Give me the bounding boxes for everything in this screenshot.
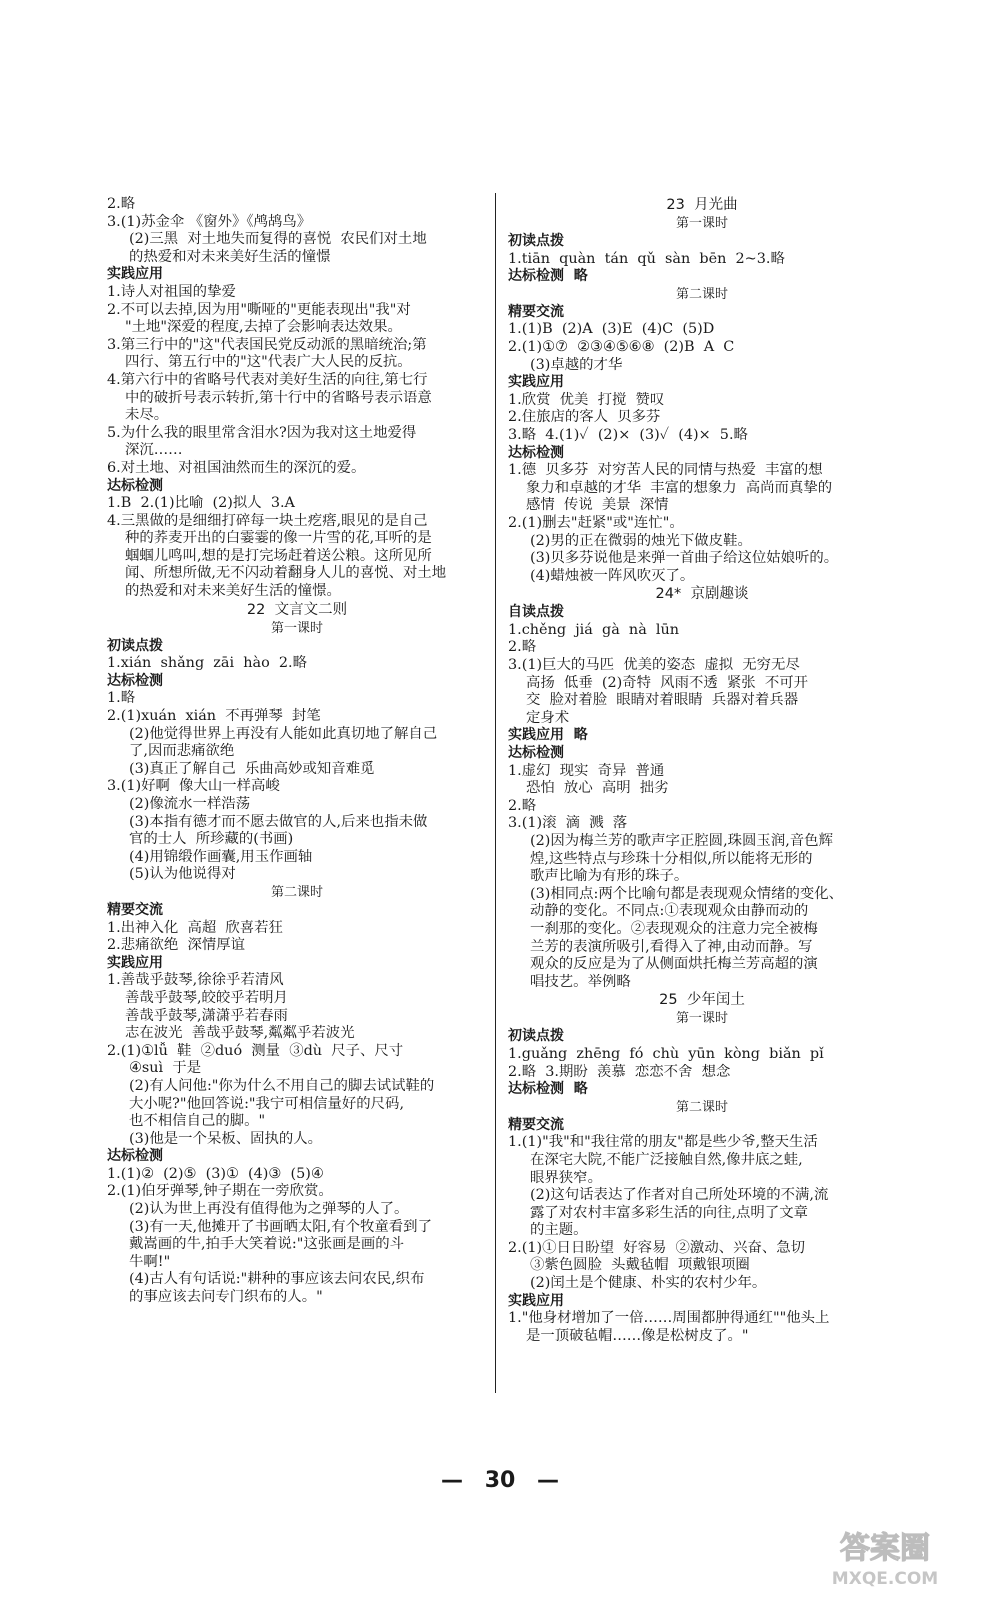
- watermark-top-text: 答案圈: [840, 1531, 930, 1566]
- text-line: 兰芳的表演所吸引,看得入了神,由动而静。写: [530, 938, 813, 955]
- watermark-logo: [800, 1524, 970, 1590]
- text-line: 戴嵩画的牛,拍手大笑着说:"这张画是画的斗: [129, 1236, 405, 1253]
- text-line: 2.(1)伯牙弹琴,钟子期在一旁欣赏。: [107, 1183, 333, 1200]
- section-heading: 实践应用: [107, 954, 163, 971]
- section-heading: 精要交流: [508, 303, 564, 320]
- text-line: 大小呢?"他回答说:"我宁可相信量好的尺码,: [129, 1095, 405, 1112]
- text-line: 1.tiān quàn tán qǔ sàn bēn 2~3.略: [508, 250, 785, 267]
- section-heading: 达标检测: [107, 477, 163, 494]
- text-line: 观众的反应是为了从侧面烘托梅兰芳高超的演: [530, 956, 818, 973]
- section-heading: 初读点拨: [508, 1028, 564, 1045]
- text-line: (2)因为梅兰芳的歌声字正腔圆,珠圆玉润,音色辉: [530, 833, 833, 849]
- text-line: 象力和卓越的才华 丰富的想象力 高尚而真挚的: [526, 479, 833, 496]
- section-heading: 达标检测 略: [508, 1081, 588, 1098]
- text-line: 5.为什么我的眼里常含泪水?因为我对这土地爱得: [107, 424, 417, 441]
- text-line: 交 脸对着脸 眼睛对着眼睛 兵器对着兵器: [526, 692, 799, 709]
- lesson-title: 23 月光曲: [666, 197, 738, 213]
- text-line: 未尽。: [125, 407, 169, 424]
- text-line: 1.guǎng zhēng fó chù yūn kòng biǎn pǐ: [508, 1045, 824, 1062]
- text-line: 3.(1)好啊 像大山一样高峻: [107, 778, 280, 795]
- text-line: 2.略: [107, 196, 136, 212]
- lesson-subtitle: 第二课时: [675, 286, 728, 302]
- text-line: 2.略: [508, 639, 537, 656]
- lesson-title: 24* 京剧趣谈: [655, 586, 749, 603]
- text-line: (4)用锦缎作画囊,用玉作画轴: [129, 848, 313, 865]
- text-line: 3.(1)巨大的马匹 优美的姿态 虚拟 无穷无尽: [508, 657, 800, 674]
- text-line: 1.xián shǎng zāi hào 2.略: [107, 655, 308, 672]
- lesson-title: 22 文言文二则: [246, 601, 348, 618]
- text-line: 在深宅大院,不能广泛接触自然,像井底之蛙,: [530, 1151, 803, 1168]
- text-line: (2)像流水一样浩荡: [129, 796, 251, 812]
- text-line: 官的士人 所珍藏的(书画): [129, 831, 294, 848]
- text-line: 1.善哉乎鼓琴,徐徐乎若清风: [107, 972, 284, 989]
- text-line: 3.(1)苏金伞 《窗外》《鸬鸪鸟》: [107, 213, 312, 230]
- text-line: 深沉……: [125, 442, 183, 459]
- text-line: 感情 传说 美景 深情: [526, 497, 669, 514]
- text-line: ③紫色圆脸 头戴毡帽 项戴银项圈: [530, 1257, 750, 1274]
- text-line: 1.略: [107, 690, 136, 707]
- text-line: (2)这句话表达了作者对自己所处环境的不满,流: [530, 1187, 829, 1204]
- watermark-bottom-text: MXQE.COM: [831, 1569, 939, 1589]
- text-line: 唱技艺。举例略: [530, 973, 631, 990]
- text-line: 1.B 2.(1)比喻 (2)拟人 3.A: [107, 495, 295, 512]
- text-line: (3)真正了解自己 乐曲高妙或知音难觅: [129, 760, 375, 777]
- lesson-subtitle: 第一课时: [270, 620, 323, 636]
- text-line: 2.略 3.期盼 羡慕 恋恋不舍 想念: [508, 1063, 731, 1080]
- text-line: 善哉乎鼓琴,皎皎乎若明月: [125, 989, 288, 1006]
- text-line: "土地"深爱的程度,去掉了会影响表达效果。: [125, 319, 402, 336]
- text-line: 2.住旅店的客人 贝多芬: [508, 409, 661, 426]
- text-line: 2.(1)①lǚ 鞋 ②duó 测量 ③dù 尺子、尺寸: [107, 1042, 404, 1059]
- text-line: (2)有人问他:"你为什么不用自己的脚去试试鞋的: [129, 1077, 435, 1094]
- text-line: 定身术: [526, 709, 570, 726]
- section-heading: 实践应用: [508, 1292, 564, 1309]
- text-line: 2.悲痛欲绝 深情厚谊: [107, 937, 246, 954]
- text-line: 露了对农村丰富多彩生活的向往,点明了文章: [530, 1204, 808, 1221]
- text-line: 了,因而悲痛欲绝: [129, 743, 235, 760]
- text-line: 1.欣赏 优美 打搅 赞叹: [508, 391, 665, 408]
- section-heading: 达标检测: [107, 1148, 163, 1165]
- section-heading: 实践应用 略: [508, 727, 588, 744]
- text-line: 志在波光 善哉乎鼓琴,粼粼乎若波光: [125, 1025, 355, 1042]
- text-line: 种的荞麦开出的白霎霎的像一片雪的花,耳听的是: [125, 530, 432, 547]
- text-line: 2.(1)删去"赶紧"或"连忙"。: [508, 514, 684, 531]
- text-line: 一刹那的变化。②表现观众的注意力完全被梅: [530, 920, 818, 937]
- text-line: 2.不可以去掉,因为用"嘶哑的"更能表现出"我"对: [107, 301, 411, 318]
- text-line: (2)三黑 对土地失而复得的喜悦 农民们对土地: [129, 231, 427, 248]
- text-line: 也不相信自己的脚。": [129, 1113, 266, 1130]
- text-line: (3)贝多芬说他是来弹一首曲子给这位姑娘听的。: [530, 550, 839, 567]
- left-column: [107, 196, 487, 1307]
- text-line: (2)认为世上再没有值得他为之弹琴的人了。: [129, 1201, 409, 1218]
- page-number: 30: [484, 1468, 516, 1493]
- lesson-subtitle: 第一课时: [675, 1011, 728, 1027]
- text-line: 1.诗人对祖国的挚爱: [107, 283, 236, 300]
- lesson-subtitle: 第一课时: [675, 216, 728, 231]
- text-line: 高扬 低垂 (2)奇特 风雨不透 紧张 不可开: [526, 674, 808, 691]
- text-line: (3)卓越的才华: [530, 356, 623, 373]
- text-line: (3)本指有德才而不愿去做官的人,后来也指未做: [129, 813, 428, 830]
- text-line: 是一顶破毡帽……像是松树皮了。": [526, 1327, 749, 1344]
- section-heading: 初读点拨: [508, 233, 564, 249]
- lesson-title: 25 少年闰土: [659, 992, 745, 1009]
- text-line: 的主题。: [530, 1222, 588, 1239]
- column-divider: [495, 193, 496, 1393]
- section-heading: 达标检测: [508, 745, 564, 762]
- text-line: 2.(1)①⑦ ②③④⑤⑥⑧ (2)B A C: [508, 338, 735, 355]
- section-heading: 达标检测: [508, 444, 564, 461]
- text-line: 的事应该去问专门织布的人。": [129, 1289, 323, 1306]
- text-line: 3.略 4.(1)✓ (2)× (3)✓ (4)× 5.略: [508, 426, 748, 443]
- text-line: (3)他是一个呆板、固执的人。: [129, 1130, 323, 1147]
- text-line: 善哉乎鼓琴,潇潇乎若春雨: [125, 1007, 288, 1024]
- text-line: 1.出神入化 高超 欣喜若狂: [107, 919, 283, 936]
- text-line: (2)闰土是个健康、朴实的农村少年。: [530, 1275, 767, 1292]
- footer-dash-right: —: [536, 1468, 559, 1493]
- lesson-subtitle: 第二课时: [270, 884, 323, 900]
- section-heading: 实践应用: [508, 374, 564, 391]
- text-line: 1.虚幻 现实 奇异 普通: [508, 762, 665, 779]
- section-heading: 达标检测: [107, 672, 163, 689]
- text-line: 的热爱和对未来美好生活的憧憬: [129, 248, 331, 265]
- text-line: 四行、第五行中的"这"代表广大人民的反抗。: [125, 354, 412, 371]
- text-line: (4)古人有句话说:"耕种的事应该去问农民,织布: [129, 1271, 425, 1288]
- text-line: 4.第六行中的省略号代表对美好生活的向往,第七行: [107, 371, 428, 388]
- text-line: (4)蜡烛被一阵风吹灭了。: [530, 567, 695, 584]
- text-line: 1."他身材增加了一倍……周围都肿得通红""他头上: [508, 1310, 830, 1327]
- page-footer: [0, 1468, 1000, 1493]
- text-line: 1.(1)② (2)⑤ (3)① (4)③ (5)④: [107, 1165, 324, 1182]
- footer-dash-left: —: [441, 1468, 464, 1493]
- text-line: 闻、所想所做,无不闪动着翻身人儿的喜悦、对土地: [125, 565, 447, 582]
- text-line: 2.(1)xuán xián 不再弹琴 封笔: [107, 708, 321, 725]
- text-line: (5)认为他说得对: [129, 866, 236, 883]
- text-line: 3.(1)滚 滴 溅 落: [508, 815, 628, 832]
- text-line: 煌,这些特点与珍珠十分相似,所以能将无形的: [530, 850, 813, 867]
- text-line: 眼界狭窄。: [530, 1169, 602, 1186]
- section-heading: 实践应用: [107, 266, 163, 283]
- section-heading: 初读点拨: [107, 637, 163, 654]
- lesson-subtitle: 第二课时: [675, 1099, 728, 1115]
- text-line: 6.对土地、对祖国油然而生的深沉的爱。: [107, 459, 366, 476]
- text-line: 1.(1)"我"和"我往常的朋友"都是些少爷,整天生活: [508, 1134, 818, 1151]
- section-heading: 自读点拨: [508, 604, 564, 621]
- text-line: 蝈蝈儿鸣叫,想的是打完场赶着送公粮。这所见所: [125, 547, 432, 564]
- text-line: 1.(1)B (2)A (3)E (4)C (5)D: [508, 321, 715, 338]
- text-line: (3)相同点:两个比喻句都是表现观众情绪的变化、: [530, 885, 844, 902]
- text-line: 2.(1)①日日盼望 好容易 ②激动、兴奋、急切: [508, 1239, 806, 1256]
- text-line: 1.chěng jiá gà nà lūn: [508, 621, 680, 638]
- text-line: 4.三黑做的是细细打碎每一块土疙瘩,眼见的是自己: [107, 512, 428, 529]
- text-line: 的热爱和对未来美好生活的憧憬。: [125, 583, 341, 600]
- section-heading: 精要交流: [508, 1116, 564, 1133]
- text-line: ④suì 于是: [129, 1060, 202, 1077]
- text-line: 1.德 贝多芬 对穷苦人民的同情与热爱 丰富的想: [508, 462, 823, 479]
- right-column: [508, 196, 896, 1345]
- text-line: 牛啊!": [129, 1253, 171, 1270]
- text-line: 3.第三行中的"这"代表国民党反动派的黑暗统治;第: [107, 336, 427, 353]
- text-line: (3)有一天,他摊开了书画晒太阳,有个牧童看到了: [129, 1218, 432, 1235]
- section-heading: 达标检测 略: [508, 268, 588, 285]
- text-line: 歌声比喻为有形的珠子。: [530, 868, 689, 885]
- text-line: 动静的变化。不同点:①表现观众由静而动的: [530, 903, 809, 920]
- text-line: (2)男的正在微弱的烛光下做皮鞋。: [530, 532, 752, 549]
- text-line: 2.略: [508, 797, 537, 814]
- text-line: 恐怕 放心 高明 拙劣: [526, 780, 669, 797]
- text-line: (2)他觉得世界上再没有人能如此真切地了解自己: [129, 725, 438, 742]
- text-line: 中的破折号表示转折,第十行中的省略号表示语意: [125, 389, 432, 406]
- section-heading: 精要交流: [107, 901, 163, 918]
